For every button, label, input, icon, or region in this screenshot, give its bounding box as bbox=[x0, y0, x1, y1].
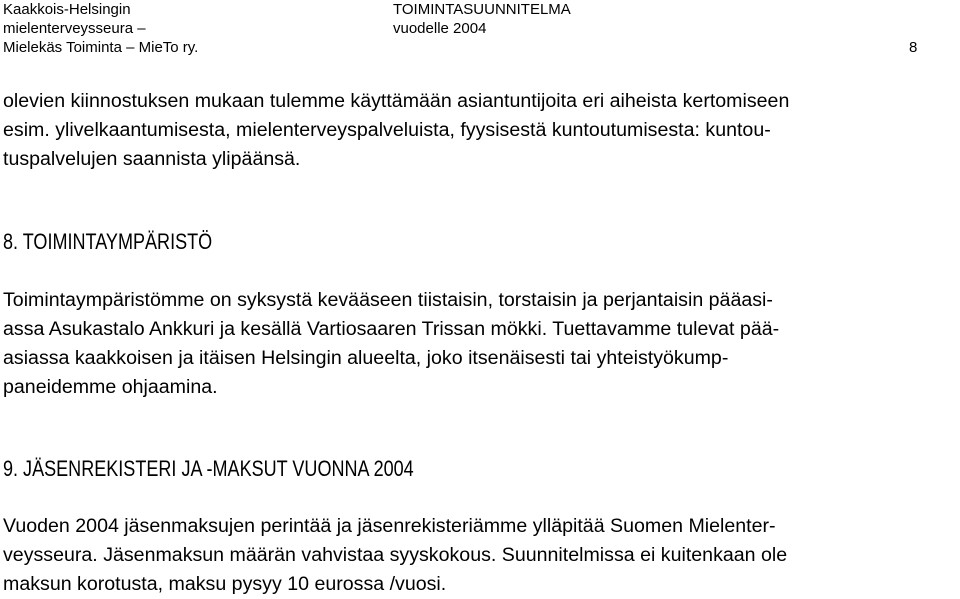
section-9-paragraph bbox=[3, 512, 955, 599]
section-8-line-4: paneidemme ohjaamina. bbox=[3, 376, 218, 398]
section-8-paragraph bbox=[3, 286, 955, 402]
page-header bbox=[3, 0, 918, 60]
intro-line-1: olevien kiinnostuksen mukaan tulemme käyttämään asiantuntijoita eri aiheista kertomiseen bbox=[3, 90, 790, 112]
header-organization bbox=[3, 0, 198, 57]
header-org-line-2: mielenterveysseura – bbox=[3, 20, 146, 37]
intro-line-2: esim. ylivelkaantumisesta, mielenterveyspalveluista, fyysisestä kuntoutumisesta: kuntou- bbox=[3, 119, 771, 141]
section-8-line-3: asiassa kaakkoisen ja itäisen Helsingin alueelta, joko itsenäisesti tai yhteistyökump- bbox=[3, 347, 729, 369]
section-8-line-2: assa Asukastalo Ankkuri ja kesällä Vartiosaaren Trissan mökki. Tuettavamme tulevat pää- bbox=[3, 318, 780, 340]
header-title-line-1: TOIMINTASUUNNITELMA bbox=[393, 1, 571, 18]
intro-line-3: tuspalvelujen saannista ylipäänsä. bbox=[3, 148, 301, 170]
section-9-line-2: veysseura. Jäsenmaksun määrän vahvistaa syyskokous. Suunnitelmissa ei kuitenkaan ole bbox=[3, 544, 788, 566]
section-9-line-3: maksun korotusta, maksu pysyy 10 eurossa /vuosi. bbox=[3, 573, 447, 595]
header-document-title bbox=[393, 0, 571, 38]
section-8-heading: 8. TOIMINTAYMPÄRISTÖ bbox=[3, 229, 213, 254]
section-9-line-1: Vuoden 2004 jäsenmaksujen perintää ja jäsenrekisteriämme ylläpitää Suomen Mielenter- bbox=[3, 515, 776, 537]
page-number: 8 bbox=[909, 39, 918, 56]
header-org-line-3: Mielekäs Toiminta – MieTo ry. bbox=[3, 39, 199, 56]
section-8-line-1: Toimintaympäristömme on syksystä kevääseen tiistaisin, torstaisin ja perjantaisin pääasi- bbox=[3, 289, 773, 311]
header-org-line-1: Kaakkois-Helsingin bbox=[3, 1, 131, 18]
header-title-line-2: vuodelle 2004 bbox=[393, 20, 487, 37]
intro-paragraph bbox=[3, 87, 955, 174]
section-9-heading: 9. JÄSENREKISTERI JA -MAKSUT VUONNA 2004 bbox=[3, 456, 414, 481]
